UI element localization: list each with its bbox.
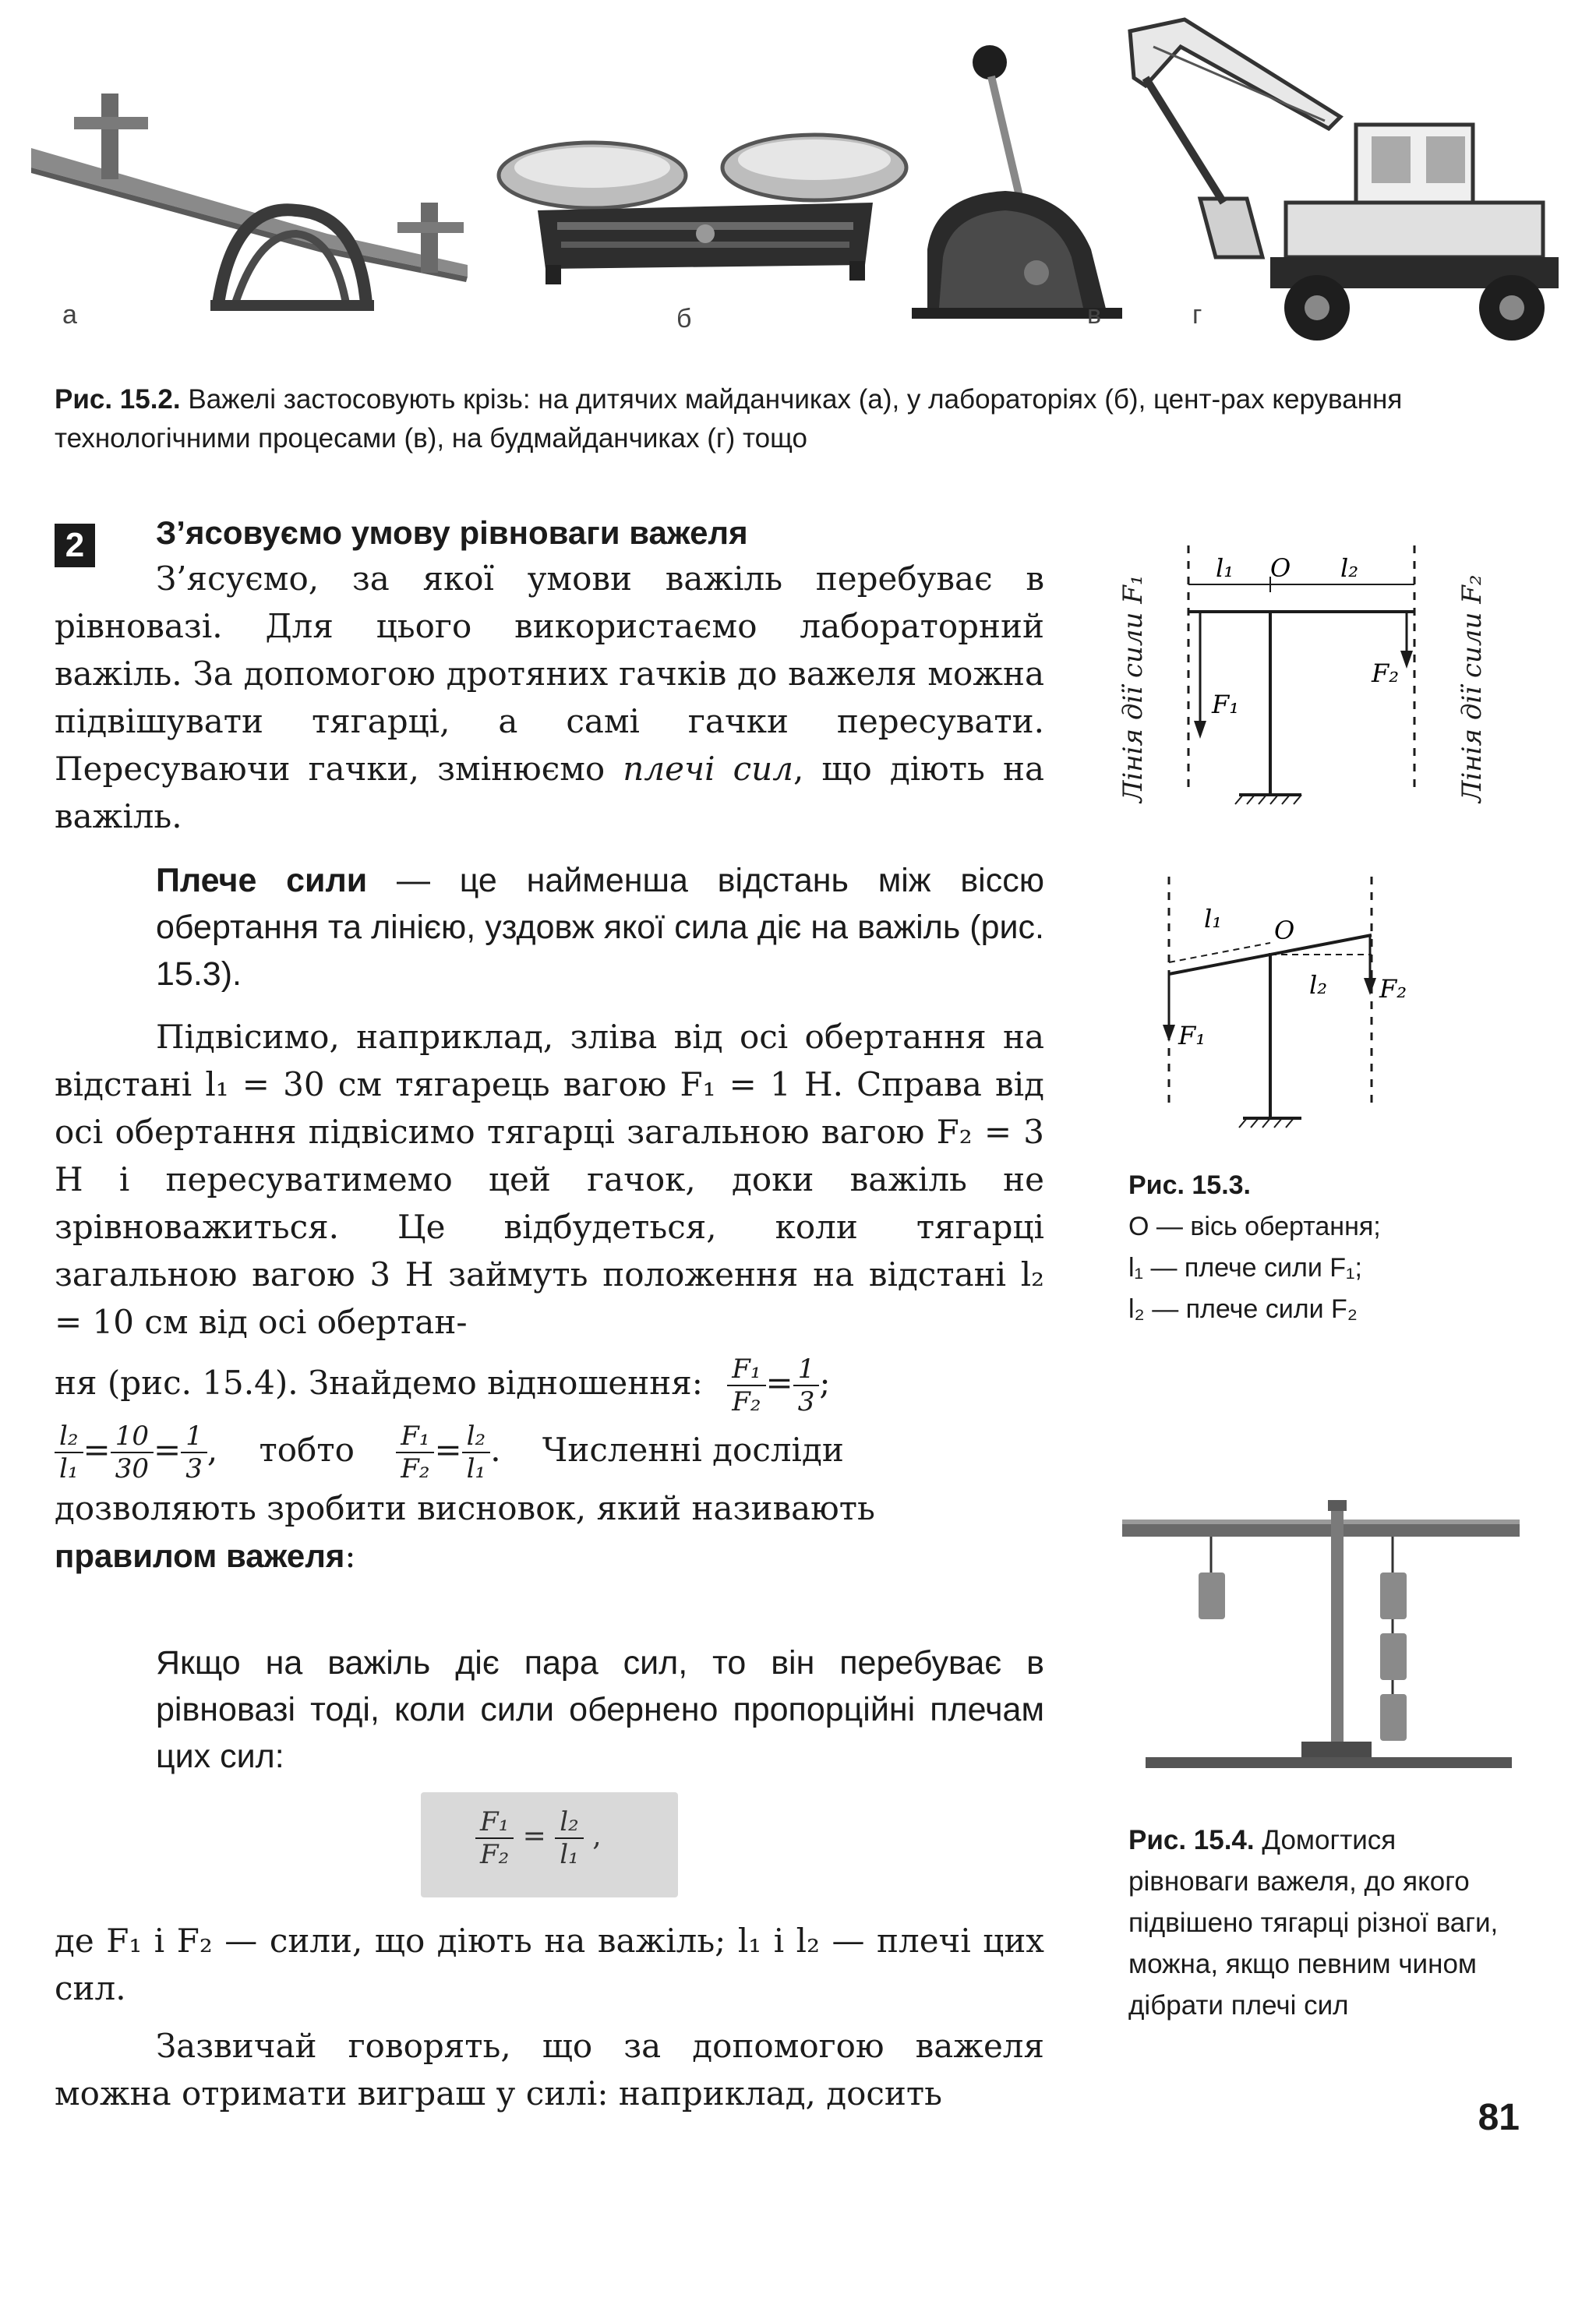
para2-line-c-mid: тобто [259, 1431, 355, 1469]
ratio-compare-left: $\frac{\text{F₁}}{\text{F₂}}$ [396, 1421, 434, 1484]
fig-15-4-caption [1128, 1820, 1518, 2026]
fig-15-2-text: Важелі застосовують крізь: на дитячих майданчиках (а), у лабораторіях (б), цент-рах керування технологічними процесами (в), на будмайданчиках (г) тощо [55, 384, 1403, 454]
para1-emphasis: плечі сил [623, 750, 793, 788]
fig-15-3-line-axis: O — вісь обертання; [1128, 1212, 1381, 1241]
fig-15-2-caption [55, 380, 1535, 458]
rule-name: правилом важеля [55, 1537, 345, 1574]
svg-text:O: O [1274, 916, 1295, 945]
balance-scale-image [499, 135, 906, 284]
force-line-label-left: Лінія дії сили F₁ [1118, 574, 1149, 803]
lever-rule-formula: $\frac{\text{F₁}}{\text{F₂}}$ = $\frac{\text{l₂}}{\text{l₁}}$ , [421, 1792, 678, 1897]
force-label-F2: F₂ [1372, 658, 1400, 688]
ratio-forces-value: $\frac{1}{3}$ [793, 1354, 820, 1417]
fig-15-2-photos [0, 0, 1596, 366]
fig-15-3-line-l2: l₂ — плече сили F₂ [1128, 1294, 1358, 1324]
formula-left: $\frac{\text{F₁}}{\text{F₂}}$ [475, 1806, 514, 1870]
photo-label-v: в [1087, 300, 1102, 330]
fig-15-3-line-l1: l₁ — плече сили F₁; [1128, 1253, 1362, 1283]
ratio-arms-values: $\frac{10}{30}$ [111, 1421, 154, 1484]
para1-lead: З’ясуємо, за якої умови важіль перебуває в рівновазі. Для цього використаємо лабораторний важіль. За допомогою дротяних гачків до важеля можна підвішувати тягарці, а самі гачки пересувати. Пересуваючи гачки, змінюємо [55, 559, 1044, 788]
ratio-compare-right: $\frac{\text{l₂}}{\text{l₁}}$ [462, 1421, 491, 1484]
formula-right: $\frac{\text{l₂}}{\text{l₁}}$ [555, 1806, 584, 1870]
ratio-arms: $\frac{\text{l₂}}{\text{l₁}}$ [55, 1421, 83, 1484]
svg-text:l₂: l₂ [1309, 970, 1328, 1000]
axis-label-O: O [1270, 553, 1291, 583]
para2-line-c-tail: Численні досліди [542, 1431, 844, 1469]
paragraph-gain: Зазвичай говорять, що за допомогою важеля можна отримати виграш у силі: наприклад, досить [55, 2027, 1044, 2113]
paragraph-experiment: Підвісимо, наприклад, зліва від осі обертання на відстані l₁ = 30 см тягарець вагою F₁ = 1 Н. Справа від осі обертання підвісимо тягарці загальною вагою F₂ = 3 Н і пересуватимемо цей гачок, доки важіль не зрівноважиться. Це відбудеться, коли тягарці загальною вагою 3 Н займуть положення на відстані l₂ = 10 см від осі обертан- ня (рис. 15.4). Знайдемо відношення: $\frac{\text{F₁}}{\text{F₂}}$ = $\frac{1}{3}$ ; $\frac{\text{l₂}}{\text{l₁}}$ = $\frac{10}{30}$ = $\frac{1}{3}$ , тобто $\frac{\text{F₁}}{\text{F₂}}$ = $\frac{\text{l₂}}{\text{l₁}}$ . Численні досліди дозволяють зробити висновок, який називають правилом важеля: [55, 1018, 1044, 1575]
para2-line-b: ня (рис. 15.4). Знайдемо відношення: [55, 1364, 703, 1402]
svg-text:F₁: F₁ [1178, 1021, 1206, 1050]
para2-line-a: Підвісимо, наприклад, зліва від осі обертання на відстані l₁ = 30 см тягарець вагою F₁ = 1 Н. Справа від осі обертання підвісимо тягарці загальною вагою F₂ = 3 Н і пересуватимемо цей гачок, доки важіль не зрівноважиться. Це відбудеться, коли тягарці загальною вагою 3 Н займуть положення на відстані l₂ = 10 см від осі обертан- [55, 1018, 1044, 1341]
definition-text: — це найменша відстань між віссю обертання та лінією, уздовж якої сила діє на важіль (рис. 15.3). [156, 862, 1044, 993]
svg-text:F₂: F₂ [1379, 974, 1407, 1004]
para1-tail: , що діють на важіль. [55, 750, 1044, 835]
definition-term: Плече сили [156, 862, 368, 899]
page-number: 81 [1478, 2097, 1520, 2138]
definition-block [156, 857, 1044, 997]
fig-15-3-ref: Рис. 15.3. [1128, 1170, 1252, 1200]
fig-15-2-ref: Рис. 15.2. [55, 384, 181, 415]
ratio-arms-result: $\frac{1}{3}$ [181, 1421, 207, 1484]
section-title: З’ясовуємо умову рівноваги важеля [156, 514, 748, 551]
ratio-forces: $\frac{\text{F₁}}{\text{F₂}}$ [727, 1354, 765, 1417]
arm-label-l1: l₁ [1216, 553, 1234, 583]
para2-line-d: дозволяють зробити висновок, який називають [55, 1489, 875, 1527]
control-lever-image [912, 45, 1122, 319]
fig-15-4-ref: Рис. 15.4. [1128, 1825, 1255, 1855]
paragraph-definitions: де F₁ і F₂ — сили, що діють на важіль; l₁ і l₂ — плечі цих сил. [55, 1922, 1044, 2007]
force-label-F1: F₁ [1212, 690, 1240, 719]
force-line-label-right: Лінія дії сили F₂ [1457, 574, 1488, 803]
arm-label-l2: l₂ [1340, 553, 1359, 583]
section-number-badge: 2 [55, 524, 95, 567]
photo-label-g: г [1192, 300, 1202, 330]
fig-15-4-lab-lever [1114, 1496, 1535, 1792]
excavator-image [1130, 19, 1559, 341]
fig-15-4-text: Домогтися рівноваги важеля, до якого підвішено тягарці різної ваги, можна, якщо певним чином дібрати плечі сил [1128, 1825, 1499, 2021]
paragraph-intro [55, 555, 1044, 840]
svg-text:l₁: l₁ [1204, 904, 1223, 934]
fig-15-3-diagram-top [1114, 530, 1582, 857]
photo-label-b: б [676, 304, 692, 334]
fig-15-3-diagram-tilted [1114, 869, 1426, 1134]
fig-15-3-caption [1128, 1165, 1518, 1330]
seesaw-image [31, 94, 468, 311]
lever-rule-statement: Якщо на важіль діє пара сил, то він перебуває в рівновазі тоді, коли сили обернено пропорційні плечам цих сил: [156, 1644, 1044, 1775]
photo-label-a: а [62, 300, 77, 330]
